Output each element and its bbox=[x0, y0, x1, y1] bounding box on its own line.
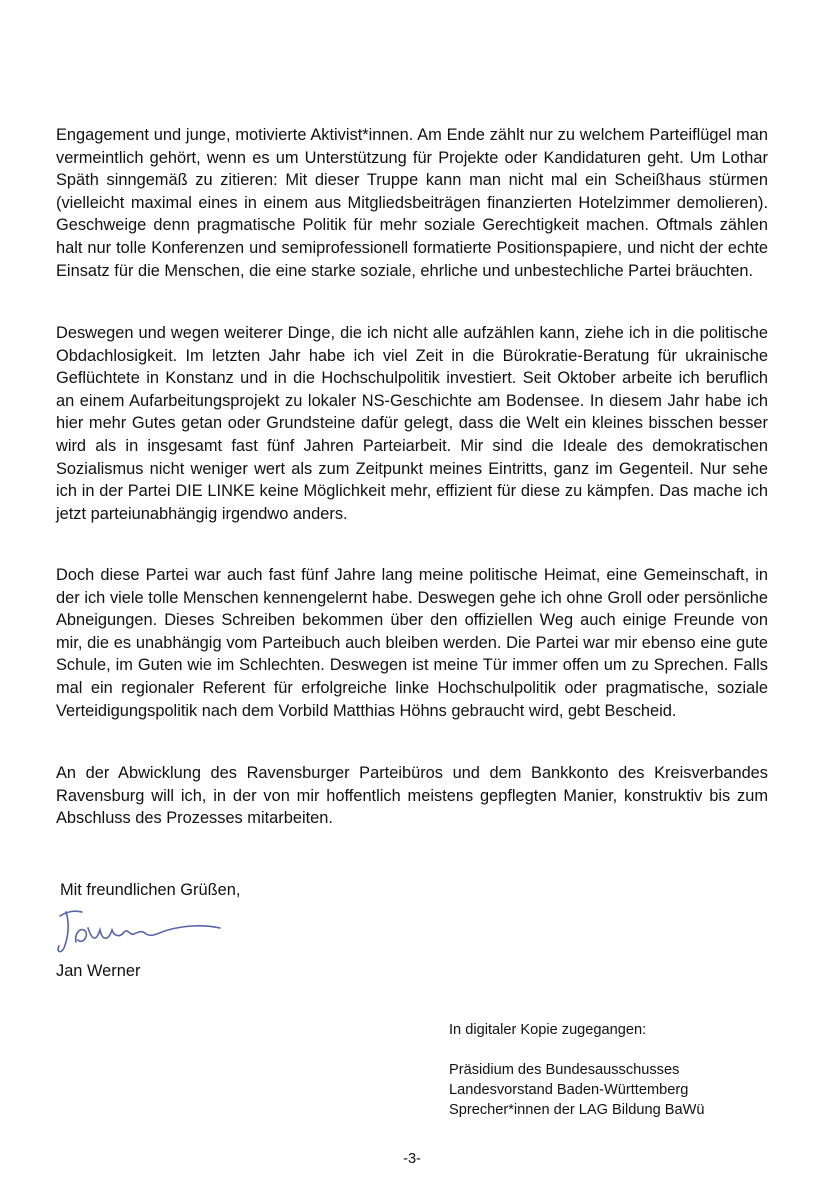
copy-recipient: Landesvorstand Baden-Württemberg bbox=[449, 1082, 689, 1098]
signer-name: Jan Werner bbox=[56, 962, 141, 980]
page-number: -3- bbox=[403, 1151, 421, 1167]
body-paragraph-1: Engagement und junge, motivierte Aktivist*innen. Am Ende zählt nur zu welchem Parteiflügel man vermeintlich gehört, wenn es um Unterstützung für Projekte oder Kandidaturen geht. Um Lothar Späth sinngemäß zu zitieren: Mit dieser Truppe kann man nicht mal ein Scheißhaus stürmen (vielleicht maximal eines in einem aus Mitgliedsbeiträgen finanzierten Hotelzimmer demolieren). Geschweige denn pragmatische Politik für mehr soziale Gerechtigkeit machen. Oftmals zählen halt nur tolle Konferenzen und semiprofessionell formatierte Positionspapiere, und nicht der echte Einsatz für die Menschen, die eine starke soziale, ehrliche und unbestechliche Partei bräuchten. bbox=[56, 126, 768, 280]
body-paragraph-3: Doch diese Partei war auch fast fünf Jahre lang meine politische Heimat, eine Gemeinschaft, in der ich viele tolle Menschen kennengelernt habe. Deswegen gehe ich ohne Groll oder persönliche Abneigungen. Dieses Schreiben bekommen über den offiziellen Weg auch einige Freunde von mir, die es unabhängig vom Parteibuch auch bleiben werden. Die Partei war mir ebenso eine gute Schule, im Guten wie im Schlechten. Deswegen ist meine Tür immer offen um zu Sprechen. Falls mal ein regionaler Referent für erfolgreiche linke Hochschulpolitik oder pragmatische, soziale Verteidigungspolitik nach dem Vorbild Matthias Höhns gebraucht wird, gebt Bescheid. bbox=[56, 566, 768, 720]
copy-recipient: Präsidium des Bundesausschusses bbox=[449, 1062, 680, 1078]
copies-heading: In digitaler Kopie zugegangen: bbox=[449, 1022, 647, 1038]
body-paragraph-4: An der Abwicklung des Ravensburger Parteibüros und dem Bankkonto des Kreisverbandes Ravensburg will ich, in der von mir hoffentlich meistens gepflegten Manier, konstruktiv bis zum Abschluss des Prozesses mitarbeiten. bbox=[56, 764, 768, 828]
copy-recipient: Sprecher*innen der LAG Bildung BaWü bbox=[449, 1102, 705, 1118]
copies-recipient-list bbox=[449, 1060, 705, 1120]
body-paragraph-2: Deswegen und wegen weiterer Dinge, die ich nicht alle aufzählen kann, ziehe ich in die politische Obdachlosigkeit. Im letzten Jahr habe ich viel Zeit in die Bürokratie-Beratung für ukrainische Geflüchtete in Konstanz und in die Hochschulpolitik investiert. Seit Oktober arbeite ich beruflich an einem Aufarbeitungsprojekt zu lokaler NS-Geschichte am Bodensee. In diesem Jahr habe ich hier mehr Gutes getan oder Grundsteine dafür gelegt, dass die Welt ein kleines bisschen besser wird als in insgesamt fast fünf Jahren Parteiarbeit. Mir sind die Ideale des demokratischen Sozialismus nicht weniger wert als zum Zeitpunkt meines Eintritts, ganz im Gegenteil. Nur sehe ich in der Partei DIE LINKE keine Möglichkeit mehr, effizient für diese zu kämpfen. Das mache ich jetzt parteiunabhängig irgendwo anders. bbox=[56, 324, 768, 523]
closing-salutation: Mit freundlichen Grüßen, bbox=[60, 881, 241, 899]
handwritten-signature-icon bbox=[52, 902, 242, 962]
